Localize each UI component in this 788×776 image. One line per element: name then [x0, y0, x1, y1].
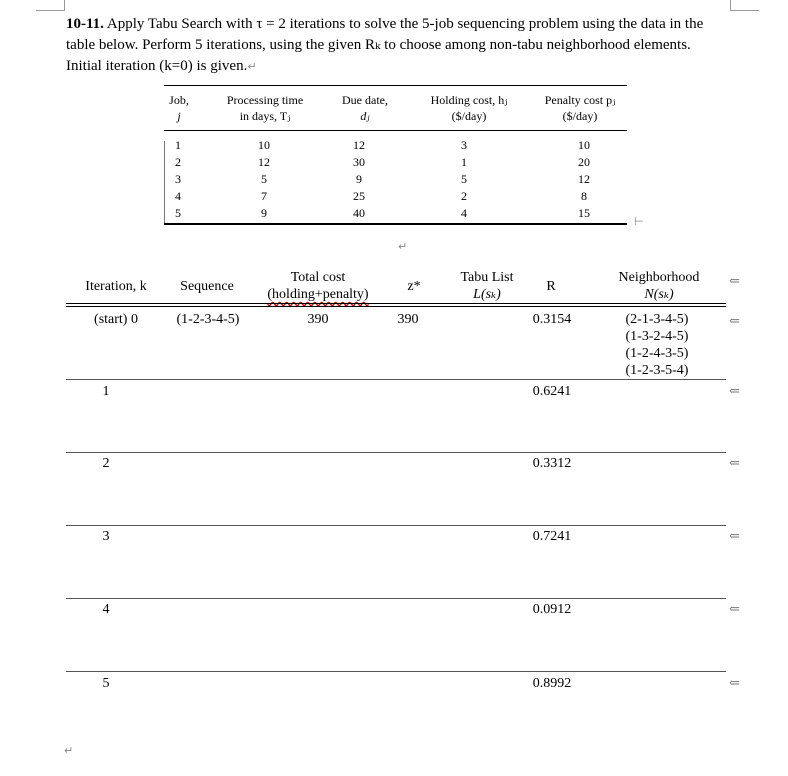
- table-cell: 10: [258, 138, 270, 152]
- row-end-mark: ⇐: [729, 675, 740, 690]
- neighbor-item: (2-1-3-4-5): [625, 312, 689, 327]
- header-tabu-label: Tabu List: [460, 270, 514, 285]
- table-top-rule: [164, 85, 627, 86]
- header-z-star: z*: [407, 279, 421, 294]
- row-rule: [66, 525, 726, 526]
- cell-r: 0.0912: [532, 602, 572, 617]
- table-cell: 1: [461, 155, 467, 169]
- cell-iteration: (start) 0: [94, 312, 138, 327]
- row-rule: [66, 452, 726, 453]
- table-cell: 25: [353, 189, 365, 203]
- cell-z-star: 390: [397, 312, 419, 327]
- row-end-mark: ⇐: [729, 273, 740, 288]
- header-due-symbol: dⱼ: [360, 109, 370, 123]
- cell-end-mark: ⊢: [634, 215, 644, 228]
- neighbor-item: (1-3-2-4-5): [625, 329, 689, 344]
- column-job: [164, 137, 192, 222]
- table-cell: 10: [578, 138, 590, 152]
- cell-iteration: 4: [102, 602, 110, 617]
- table-cell: 7: [261, 189, 267, 203]
- header-pen-unit: ($/day): [562, 109, 598, 123]
- table-cell: 5: [175, 206, 181, 220]
- header-job-symbol: j: [177, 109, 181, 123]
- table-cell: 40: [353, 206, 365, 220]
- header-tabu-list: [442, 269, 532, 303]
- cell-r: 0.3312: [532, 456, 572, 471]
- header-total-cost-label: Total cost: [290, 270, 346, 285]
- cell-r: 0.7241: [532, 529, 572, 544]
- header-ptime-sub: in days, Tⱼ: [239, 109, 291, 123]
- table-cell: 12: [353, 138, 365, 152]
- row-rule: [66, 379, 726, 380]
- row-end-mark: ⇐: [729, 383, 740, 398]
- header-pen-label: Penalty cost pⱼ: [544, 93, 616, 107]
- page-corner-left: [36, 0, 65, 11]
- header-r: R: [546, 279, 556, 294]
- column-due-date: [324, 137, 394, 222]
- table-cell: 12: [258, 155, 270, 169]
- table-cell: 5: [261, 172, 267, 186]
- row-end-mark: ⇐: [729, 313, 740, 328]
- table-cell: 2: [175, 155, 181, 169]
- column-penalty-cost: [549, 137, 619, 222]
- cell-iteration: 1: [102, 384, 110, 399]
- header-hold-label: Holding cost, hⱼ: [430, 93, 508, 107]
- row-end-mark: ⇐: [729, 528, 740, 543]
- header-job-label: Job,: [169, 93, 189, 107]
- row-rule: [66, 598, 726, 599]
- header-tabu-sub: L(sₖ): [473, 287, 501, 302]
- row-end-mark: ⇐: [729, 455, 740, 470]
- problem-statement: 10-11. Apply Tabu Search with τ = 2 iterations to solve the 5-job sequencing problem using the data in the table below. Perform 5 iterations, using the given Rₖ to choose among non-tabu neighborhood elements. Initial iteration (k=0) is given.↵: [66, 16, 704, 74]
- problem-text: Apply Tabu Search with τ = 2 iterations to solve the 5-job sequencing problem using the data in the table below. Perform 5 iterations, using the given Rₖ to choose among non-tabu neighborhood elements. Initial iteration (k=0) is given.: [66, 16, 704, 74]
- page-corner-right: [730, 0, 759, 11]
- cell-sequence: (1-2-3-4-5): [176, 312, 240, 327]
- header-rule-1: [66, 303, 726, 304]
- cell-r: 0.8992: [532, 676, 572, 691]
- table-cell: 9: [261, 206, 267, 220]
- table-cell: 1: [175, 138, 181, 152]
- table-cell: 15: [578, 206, 590, 220]
- cell-iteration: 5: [102, 676, 110, 691]
- table-cell: 30: [353, 155, 365, 169]
- table-cell: 2: [461, 189, 467, 203]
- header-neighborhood-sub: N(sₖ): [644, 287, 674, 302]
- header-hold-unit: ($/day): [451, 109, 487, 123]
- header-sequence: Sequence: [180, 279, 234, 294]
- cell-iteration: 2: [102, 456, 110, 471]
- header-holding-cost: [414, 92, 524, 124]
- header-ptime-label: Processing time: [226, 93, 304, 107]
- cell-total-cost: 390: [307, 312, 329, 327]
- header-total-cost: [258, 269, 378, 303]
- cell-iteration: 3: [102, 529, 110, 544]
- row-rule: [66, 671, 726, 672]
- table-cell: 3: [175, 172, 181, 186]
- header-total-cost-sub: (holding+penalty): [267, 287, 369, 302]
- header-job: [164, 92, 194, 124]
- column-processing-time: [244, 137, 284, 222]
- paragraph-mark: ↵: [398, 240, 408, 253]
- header-rule-2: [66, 306, 726, 307]
- table-cell: 12: [578, 172, 590, 186]
- column-holding-cost: [429, 137, 499, 222]
- header-processing-time: [210, 92, 320, 124]
- header-iteration: Iteration, k: [85, 279, 147, 294]
- row-end-mark: ⇐: [729, 601, 740, 616]
- table-cell: 9: [356, 172, 362, 186]
- header-neighborhood: [596, 269, 722, 303]
- paragraph-mark: ↵: [64, 744, 74, 757]
- table-cell: 4: [461, 206, 467, 220]
- header-penalty-cost: [530, 92, 630, 124]
- table-cell: 5: [461, 172, 467, 186]
- header-due-label: Due date,: [342, 93, 388, 107]
- cell-r: 0.3154: [532, 312, 572, 327]
- table-header-rule: [164, 130, 627, 131]
- table-bottom-rule: [164, 223, 627, 225]
- neighbor-item: (1-2-3-5-4): [625, 363, 689, 378]
- header-due-date: [330, 92, 400, 124]
- table-cell: 4: [175, 189, 181, 203]
- table-cell: 20: [578, 155, 590, 169]
- cell-r: 0.6241: [532, 384, 572, 399]
- table-cell: 8: [581, 189, 587, 203]
- problem-number: 10-11.: [66, 16, 104, 32]
- neighbor-item: (1-2-4-3-5): [625, 346, 689, 361]
- header-neighborhood-label: Neighborhood: [618, 270, 700, 285]
- table-cell: 3: [461, 138, 467, 152]
